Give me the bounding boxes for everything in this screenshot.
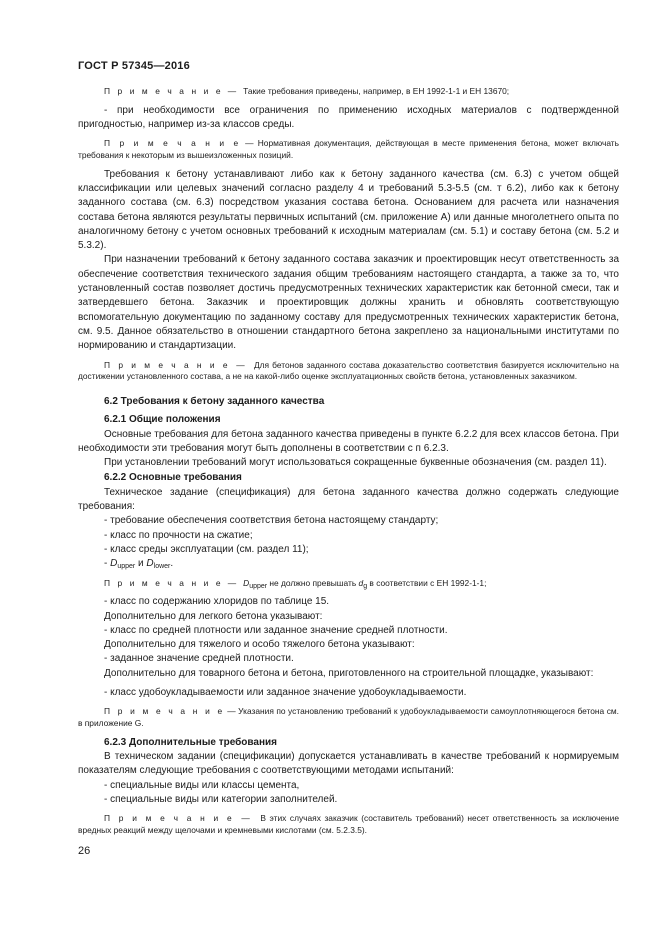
list-end: . bbox=[170, 558, 174, 570]
list-item-d-values bbox=[78, 557, 619, 571]
symbol-d: D bbox=[243, 577, 250, 588]
note-label: П р и м е ч а н и е bbox=[104, 86, 224, 96]
note-label: П р и м е ч а н и е bbox=[104, 706, 225, 717]
list-item: - класс удобоукладываемости или заданное значение удобоукладываемости. bbox=[104, 687, 467, 699]
list-item: - специальные виды или категории заполнителей. bbox=[104, 793, 338, 805]
paragraph-specification: Техническое задание (спецификация) для бетона заданного качества должно содержать следующие требования: bbox=[78, 486, 619, 513]
note-1 bbox=[78, 86, 619, 98]
page-number: 26 bbox=[78, 845, 91, 857]
note-dash: — bbox=[245, 138, 254, 149]
list-item: - класс по средней плотности или заданное значение средней плотности. bbox=[104, 624, 448, 636]
section-heading-6-2: 6.2 Требования к бетону заданного качества bbox=[104, 395, 325, 407]
paragraph-abbreviations: При установлении требований могут использоваться сокращенные буквенные обозначения (см. раздел 11). bbox=[104, 457, 607, 469]
symbol-d: D bbox=[110, 558, 118, 570]
note-3 bbox=[78, 360, 619, 383]
note-dash: — bbox=[227, 706, 236, 717]
paragraph-materials-restriction: - при необходимости все ограничения по применению исходных материалов c подтвержденной пригодностью, например из-за классов среды. bbox=[78, 104, 619, 130]
note-4 bbox=[78, 578, 619, 590]
list-item: - заданное значение средней плотности. bbox=[104, 653, 294, 665]
list-dash: - bbox=[104, 558, 111, 570]
document-header: ГОСТ Р 57345—2016 bbox=[78, 60, 190, 72]
paragraph-basic-requirements: Основные требования для бетона заданного качества приведены в пункте 6.2.2 для всех классов бетона. При необходимости эти требования могут быть дополнены в соответствии с п 6.2.3. bbox=[78, 428, 619, 454]
note-6 bbox=[78, 813, 619, 836]
note-text: Указания по установлению требований к удобоукладываемости самоуплотняющегося бетона см. в приложение G. bbox=[78, 706, 619, 729]
subscript-lower: lower bbox=[153, 563, 171, 571]
paragraph-heavy-concrete: Дополнительно для тяжелого и особо тяжелого бетона указывают: bbox=[104, 639, 415, 651]
subscript-upper: upper bbox=[117, 563, 136, 571]
paragraph-light-concrete: Дополнительно для легкого бетона указывают: bbox=[104, 610, 323, 622]
note-label: П р и м е ч а н и е bbox=[104, 577, 224, 588]
note-dash: — bbox=[236, 359, 245, 370]
note-2 bbox=[78, 138, 619, 161]
note-dash: — bbox=[227, 577, 237, 588]
symbol-d: D bbox=[146, 558, 154, 570]
subsection-heading-6-2-1: 6.2.1 Общие положения bbox=[104, 414, 221, 426]
paragraph-concrete-requirements: Требования к бетону устанавливают либо как к бетону заданного качества (см. 6.3) с учетом общей классификации или целевых значений согласно разделу 4 и требований 5.3-5.5 (см. т 6.2), либо как к бетону заданного состава (см. 6.3) посредством указания состава бетона. Основанием для расчета или назначения состава бетона являются результаты первичных испытаний (см. приложение А) или данные многолетнего опыта по аналогичному бетону с учетом основных требований к исходным материалам (см. 5.1) и составу бетона (см. 5.2 и 5.3.2). bbox=[78, 168, 619, 252]
note-dash: — bbox=[241, 813, 250, 824]
note-text: Для бетонов заданного состава доказательство соответствия базируется исключительно на достижении установленного состава, а не на какой-либо оценке эксплуатационных свойств бетона, установленных заказчиком. bbox=[78, 359, 619, 382]
note-text: в соответствии с ЕН 1992-1-1; bbox=[367, 577, 487, 588]
note-text: Такие требования приведены, например, в ЕН 1992-1-1 и ЕН 13670; bbox=[243, 86, 510, 96]
conjunction: и bbox=[135, 558, 147, 570]
note-label: П р и м е ч а н и е bbox=[104, 138, 241, 149]
list-item: - класс по прочности на сжатие; bbox=[104, 529, 253, 541]
subsection-heading-6-2-2: 6.2.2 Основные требования bbox=[104, 472, 242, 484]
symbol-dg: d bbox=[358, 577, 364, 588]
note-text: В этих случаях заказчик (составитель требований) несет ответственность за исключение вредных реакций между щелочами и кремневыми кислотами (см. 5.2.3.5). bbox=[78, 813, 619, 835]
paragraph-ready-mix: Дополнительно для товарного бетона и бетона, приготовленного на строительной площадке, указывают: bbox=[104, 667, 594, 679]
paragraph-additional-requirements: В техническом задании (спецификации) допускается устанавливать в качестве требований к нормируемым показателям следующие требования с соответствующими методами испытаний: bbox=[78, 751, 619, 777]
document-body bbox=[78, 86, 619, 843]
list-item: - класс по содержанию хлоридов по таблице 15. bbox=[104, 596, 330, 608]
paragraph-customer-responsibility: При назначении требований к бетону заданного состава заказчик и проектировщик несут ответственность за обеспечение соответствия технического задания общим требованиям настоящего стандарта, а также за то, что установленный состав позволяет достичь предусмотренных технических характеристик как бетонной смеси, так и затвердевшего бетона. Заказчик и проектировщик должны хранить и обновлять соответствующую вспомогательную документацию по заданному составу для предусмотренных технических характеристик бетона, см. 9.5. Данное обязательство в отношении стандартного бетона закреплено за национальными институтами по нормированию и стандартизации. bbox=[78, 254, 619, 352]
note-text: не должно превышать bbox=[267, 577, 359, 588]
note-dash: — bbox=[227, 86, 237, 96]
note-label: П р и м е ч а н и е bbox=[104, 813, 235, 824]
list-item: - требование обеспечения соответствия бетона настоящему стандарту; bbox=[104, 515, 439, 527]
subsection-heading-6-2-3: 6.2.3 Дополнительные требования bbox=[104, 736, 278, 748]
subscript-upper: upper bbox=[249, 582, 268, 590]
note-5 bbox=[78, 706, 619, 729]
list-item: - специальные виды или классы цемента, bbox=[104, 779, 300, 791]
list-item: - класс среды эксплуатации (см. раздел 11); bbox=[104, 543, 309, 555]
note-text: Нормативная документация, действующая в месте применения бетона, может включать требования к некоторым из вышеизложенных позиций. bbox=[78, 138, 620, 160]
note-label: П р и м е ч а н и е bbox=[104, 359, 231, 370]
subscript-g: g bbox=[363, 582, 368, 590]
